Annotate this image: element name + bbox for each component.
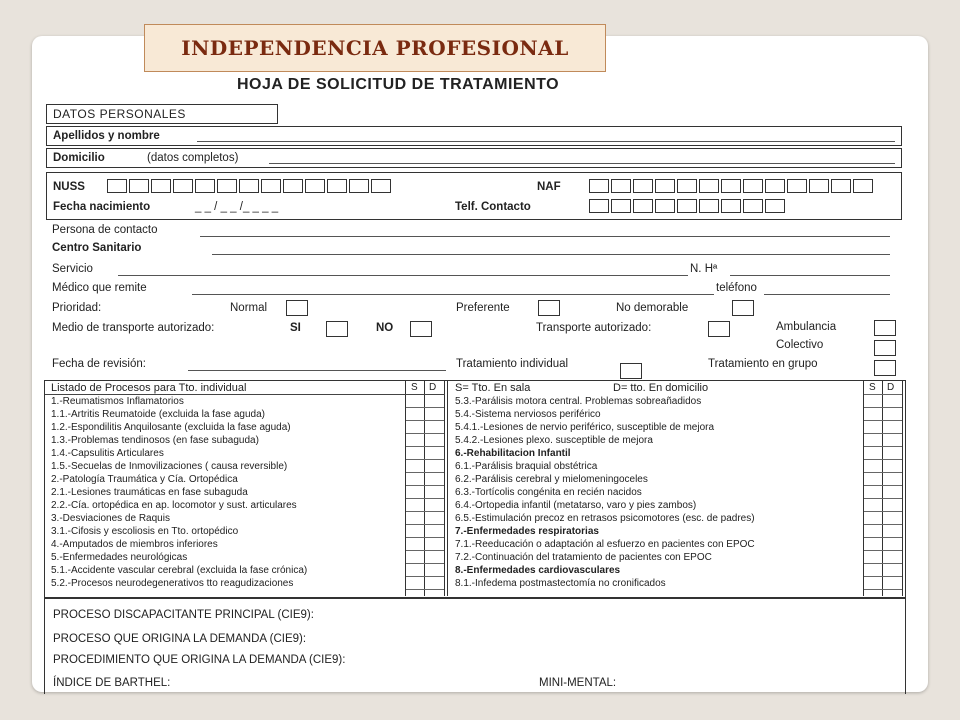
right-sd-columns[interactable] [863,381,903,596]
left-item: 1.3.-Problemas tendinosos (en fase subaguda) [51,435,259,446]
left-item: 4.-Amputados de miembros inferiores [51,539,218,550]
fecha-revision-line[interactable] [188,370,446,371]
tto-grupo-label: Tratamiento en grupo [708,358,818,370]
right-item: 6.1.-Parálisis braquial obstétrica [455,461,598,472]
sd-cell-divider [864,485,902,486]
left-item: 1.-Reumatismos Inflamatorios [51,396,184,407]
prioridad-normal-checkbox[interactable] [286,300,308,316]
servicio-line[interactable] [118,275,688,276]
right-item: 5.4.2.-Lesiones plexo. susceptible de mejora [455,435,653,446]
sd-cell-divider [406,420,444,421]
sd-cell-divider [864,420,902,421]
slide-title: INDEPENDENCIA PROFESIONAL [144,24,606,72]
domicilio-label: Domicilio [53,152,105,164]
left-s-label: S [411,382,418,393]
list-header-right2: D= tto. En domicilio [613,382,709,394]
list-header-right: S= Tto. En sala [455,382,531,394]
fecha-revision-label: Fecha de revisión: [52,358,146,370]
nh-line[interactable] [730,275,890,276]
left-item: 5.-Enfermedades neurológicas [51,552,188,563]
right-item: 6.4.-Ortopedia infantil (metatarso, varo y pies zambos) [455,500,697,511]
prioridad-label: Prioridad: [52,302,102,314]
section-personal-tab [46,104,278,124]
servicio-label: Servicio [52,263,93,275]
nuss-boxes[interactable] [107,179,393,193]
prioridad-normal-label: Normal [230,302,268,314]
sd-cell-divider [406,537,444,538]
sd-cell-divider [406,472,444,473]
sd-cell-divider [406,433,444,434]
persona-contacto-line[interactable] [200,236,890,237]
apellidos-row[interactable] [46,126,902,146]
naf-label: NAF [537,181,561,193]
tto-individual-checkbox[interactable] [620,363,642,379]
sd-cell-divider [864,524,902,525]
sd-cell-divider [406,498,444,499]
sd-cell-divider [864,550,902,551]
domicilio-line [269,163,895,164]
sd-cell-divider [864,446,902,447]
prioridad-nodemorable-checkbox[interactable] [732,300,754,316]
sd-cell-divider [864,394,902,395]
right-item: 5.4.1.-Lesiones de nervio periférico, susceptible de mejora [455,422,715,433]
left-item: 3.-Desviaciones de Raquis [51,513,170,524]
sd-cell-divider [864,498,902,499]
medico-line[interactable] [192,294,714,295]
id-block [46,172,902,220]
list-mid-divider [447,381,448,596]
proceso-principal-label: PROCESO DISCAPACITANTE PRINCIPAL (CIE9): [53,609,314,621]
sd-cell-divider [406,446,444,447]
left-item: 5.1.-Accidente vascular cerebral (excluida la fase crónica) [51,565,308,576]
left-item: 2.1.-Lesiones traumáticas en fase subaguda [51,487,248,498]
right-item: 7.-Enfermedades respiratorias [455,526,599,537]
procesos-list [44,380,906,598]
right-item: 5.4.-Sistema nerviosos periférico [455,409,601,420]
transporte-autorizado-checkbox[interactable] [708,321,730,337]
left-d-label: D [429,382,437,393]
right-item: 6.3.-Tortícolis congénita en recién nacidos [455,487,642,498]
left-header-divider [45,394,445,395]
telf-label: Telf. Contacto [455,201,531,213]
domicilio-row[interactable] [46,148,902,168]
centro-sanitario-line[interactable] [212,254,890,255]
transporte-no-label: NO [376,322,394,334]
ambulancia-checkbox[interactable] [874,320,896,336]
naf-boxes[interactable] [589,179,875,193]
sd-cell-divider [864,563,902,564]
sd-cell-divider [864,537,902,538]
right-item: 6.-Rehabilitacion Infantil [455,448,571,459]
proceso-demanda-label: PROCESO QUE ORIGINA LA DEMANDA (CIE9): [53,633,307,645]
fecha-nac-value[interactable]: _ _ / _ _ /_ _ _ _ [195,201,279,213]
left-sd-columns[interactable] [405,381,445,596]
left-item: 3.1.-Cifosis y escoliosis en Tto. ortopédico [51,526,239,537]
right-item: 7.1.-Reeducación o adaptación al esfuerzo en pacientes con EPOC [455,539,755,550]
sd-cell-divider [406,589,444,590]
ambulancia-label: Ambulancia [776,321,837,333]
domicilio-hint: (datos completos) [147,152,239,164]
form-title: HOJA DE SOLICITUD DE TRATAMIENTO [237,76,560,93]
colectivo-checkbox[interactable] [874,340,896,356]
telefono-line[interactable] [764,294,890,295]
centro-sanitario-label: Centro Sanitario [52,242,142,254]
telf-boxes[interactable] [589,199,787,213]
minimental-label: MINI-MENTAL: [539,677,617,689]
apellidos-label: Apellidos y nombre [53,130,160,142]
right-item: 6.2.-Parálisis cerebral y mielomeningoceles [455,474,648,485]
sd-cell-divider [864,589,902,590]
treatment-request-form [42,76,922,690]
sd-cell-divider [406,550,444,551]
transporte-si-checkbox[interactable] [326,321,348,337]
left-item: 1.1.-Artritis Reumatoide (excluida la fase aguda) [51,409,265,420]
sd-cell-divider [406,511,444,512]
apellidos-line [197,141,895,142]
procedimiento-demanda-label: PROCEDIMIENTO QUE ORIGINA LA DEMANDA (CIE9): [53,654,346,666]
medico-label: Médico que remite [52,282,147,294]
nh-label: N. Hª [690,263,718,275]
left-item: 1.2.-Espondilitis Anquilosante (excluida la fase aguda) [51,422,291,433]
right-item: 6.5.-Estimulación precoz en retrasos psicomotores (esc. de padres) [455,513,755,524]
sd-cell-divider [406,459,444,460]
sd-cell-divider [406,524,444,525]
section-personal-title: DATOS PERSONALES [53,107,186,121]
right-item: 7.2.-Continuación del tratamiento de pacientes con EPOC [455,552,712,563]
colectivo-label: Colectivo [776,339,824,351]
barthel-label: ÍNDICE DE BARTHEL: [53,677,171,689]
nuss-label: NUSS [53,181,85,193]
sd-cell-divider [864,576,902,577]
sd-cell-divider [864,433,902,434]
right-item: 8.1.-Infedema postmastectomía no cronificados [455,578,666,589]
diagnosis-block [44,598,906,694]
sd-cell-divider [406,563,444,564]
sd-cell-divider [406,407,444,408]
transporte-no-checkbox[interactable] [410,321,432,337]
transporte-label: Medio de transporte autorizado: [52,322,215,334]
sd-cell-divider [406,576,444,577]
list-header-left: Listado de Procesos para Tto. individual [51,382,247,394]
left-item: 5.2.-Procesos neurodegenerativos tto reagudizaciones [51,578,294,589]
sd-cell-divider [864,459,902,460]
sd-cell-divider [406,485,444,486]
sd-cell-divider [864,472,902,473]
tto-grupo-checkbox[interactable] [874,360,896,376]
sd-cell-divider [864,511,902,512]
right-d-label: D [887,382,895,393]
right-item: 8.-Enfermedades cardiovasculares [455,565,621,576]
transporte-autorizado-label: Transporte autorizado: [536,322,652,334]
left-item: 1.5.-Secuelas de Inmovilizaciones ( causa reversible) [51,461,288,472]
prioridad-preferente-checkbox[interactable] [538,300,560,316]
transporte-si-label: SI [290,322,301,334]
prioridad-preferente-label: Preferente [456,302,510,314]
tto-individual-label: Tratamiento individual [456,358,569,370]
left-item: 2.2.-Cía. ortopédica en ap. locomotor y sust. articulares [51,500,297,511]
telefono-label: teléfono [716,282,757,294]
right-item: 5.3.-Parálisis motora central. Problemas sobreañadidos [455,396,702,407]
right-s-label: S [869,382,876,393]
sd-cell-divider [864,407,902,408]
left-item: 1.4.-Capsulitis Articulares [51,448,164,459]
persona-contacto-label: Persona de contacto [52,224,158,236]
fecha-nac-label: Fecha nacimiento [53,201,151,213]
left-item: 2.-Patología Traumática y Cía. Ortopédica [51,474,238,485]
prioridad-nodemorable-label: No demorable [616,302,689,314]
